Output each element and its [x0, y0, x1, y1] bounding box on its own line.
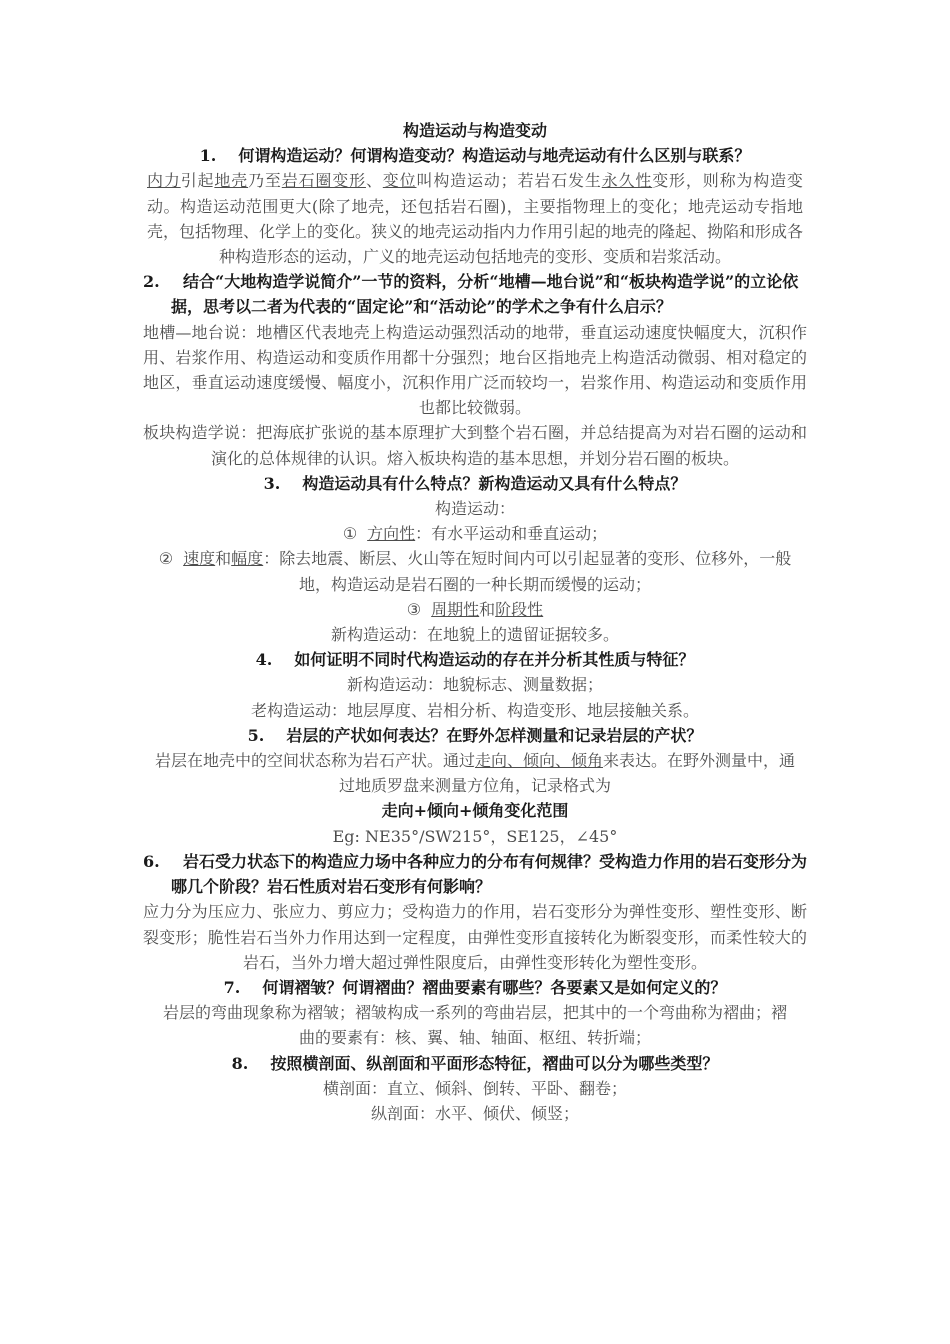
- question-number: 3.: [263, 473, 281, 493]
- answer-underlined-term: 地壳: [214, 171, 249, 191]
- question-number: 5.: [247, 725, 265, 745]
- question-number: 8.: [231, 1053, 249, 1073]
- answer-underlined-term: 永久性: [601, 171, 653, 191]
- question-number: 6.: [143, 851, 160, 871]
- answer-3-neotectonics: 新构造运动：在地貌上的遗留证据较多。: [330, 625, 619, 645]
- answer-3-item-1: [143, 521, 807, 546]
- question-6: [143, 849, 807, 899]
- question-4: [143, 647, 807, 672]
- answer-3-item-2: [143, 546, 807, 596]
- circled-number: ①: [342, 524, 358, 544]
- answer-text: 、: [365, 171, 383, 191]
- answer-underlined-term: 内力: [147, 171, 181, 191]
- question-text: 结合“大地构造学说简介”一节的资料，分析“地槽—地台说”和“板块构造学说”的立论依据，思考以二者为代表的“固定论”和“活动论”的学术之争有什么启示？: [171, 272, 799, 317]
- answer-text: 叫构造运动；若岩石发生: [416, 171, 602, 191]
- circled-number: ②: [158, 549, 174, 569]
- document-page: [143, 118, 807, 1126]
- question-3: [143, 471, 807, 496]
- answer-underlined-term: 速度: [183, 549, 216, 569]
- question-2: [143, 269, 807, 319]
- answer-text: 乃至: [248, 171, 282, 191]
- answer-text: ：有水平运动和垂直运动；: [415, 524, 608, 544]
- question-number: 4.: [255, 650, 273, 670]
- answer-5: [143, 748, 807, 798]
- document-title: 构造运动与构造变动: [402, 121, 547, 140]
- answer-underlined-term: 周期性: [431, 599, 480, 619]
- circled-number: ③: [406, 599, 422, 619]
- question-text: 如何证明不同时代构造运动的存在并分析其性质与特征？: [294, 650, 695, 670]
- answer-1: [143, 168, 807, 269]
- answer-2-geosyncline: 地槽—地台说：地槽区代表地壳上构造运动强烈活动的地带，垂直运动速度快幅度大，沉积作用、岩浆作用、构造运动和变质作用都十分强烈；地台区指地壳上构造活动微弱、相对稳定的地区，垂直运动速度缓慢、幅度小，沉积作用广泛而较均一，岩浆作用、构造运动和变质作用也都比较微弱。: [143, 322, 807, 418]
- answer-text: 引起: [180, 171, 215, 191]
- question-text: 按照横剖面、纵剖面和平面形态特征，褶曲可以分为哪些类型？: [270, 1053, 719, 1073]
- answer-4-new: 新构造运动：地貌标志、测量数据；: [346, 675, 603, 695]
- answer-3-item-3: [143, 597, 807, 622]
- question-text: 何谓构造运动？何谓构造变动？构造运动与地壳运动有什么区别与联系？: [238, 146, 751, 166]
- question-8: [143, 1051, 807, 1076]
- answer-5-formula: 走向+倾向+倾角变化范围: [381, 801, 569, 821]
- answer-underlined-term: 方向性: [367, 524, 416, 544]
- answer-underlined-term: 阶段性: [495, 599, 544, 619]
- answer-2-plate-tectonics: 板块构造学说：把海底扩张说的基本原理扩大到整个岩石圈，并总结提高为对岩石圈的运动和演化的总体规律的认识。熔入板块构造的基本思想，并划分岩石圈的板块。: [143, 423, 807, 468]
- answer-underlined-term: 岩石圈变形: [281, 171, 366, 191]
- question-5: [143, 723, 807, 748]
- answer-text: 来表达。在野外测量中，通过地质罗盘来测量方位角，记录格式为: [338, 751, 796, 796]
- answer-4-old: 老构造运动：地层厚度、岩相分析、构造变形、地层接触关系。: [250, 700, 699, 720]
- answer-3-heading: 构造运动：: [434, 499, 515, 519]
- question-text: 岩石受力状态下的构造应力场中各种应力的分布有何规律？受构造力作用的岩石变形分为哪几个阶段？岩石性质对岩石变形有何影响？: [171, 851, 808, 897]
- question-number: 2.: [143, 272, 160, 292]
- answer-text: 变形，则称为构造变动。构造运动范围更大(除了地壳，还包括岩石圈)，主要指物理上的变化；地壳运动专指地壳，包括物理、化学上的变化。狭义的地壳运动指内力作用引起的地壳的隆起、拗陷和形成各种构造形态的运动，广义的地壳运动包括地壳的变形、变质和岩浆活动。: [147, 171, 804, 267]
- question-number: 7.: [223, 977, 241, 997]
- answer-8-cross-section: 横剖面：直立、倾斜、倒转、平卧、翻卷；: [322, 1078, 627, 1098]
- question-text: 岩层的产状如何表达？在野外怎样测量和记录岩层的产状？: [286, 725, 703, 745]
- answer-text: 和: [215, 549, 232, 569]
- answer-6: 应力分为压应力、张应力、剪应力；受构造力的作用，岩石变形分为弹性变形、塑性变形、断裂变形；脆性岩石当外力作用达到一定程度，由弹性变形直接转化为断裂变形，而柔性较大的岩石，当外力增大超过弹性限度后，由弹性变形转化为塑性变形。: [143, 902, 807, 972]
- answer-text: ：除去地震、断层、火山等在短时间内可以引起显著的变形、位移外，一般地，构造运动是岩石圈的一种长期而缓慢的运动；: [263, 549, 792, 594]
- question-1: [143, 143, 807, 168]
- answer-8-longitudinal: 纵剖面：水平、倾伏、倾竖；: [370, 1103, 579, 1123]
- answer-7: 岩层的弯曲现象称为褶皱；褶皱构成一系列的弯曲岩层，把其中的一个弯曲称为褶曲；褶曲的要素有：核、翼、轴、轴面、枢纽、转折端；: [163, 1003, 788, 1048]
- answer-underlined-term: 幅度: [231, 549, 264, 569]
- question-number: 1.: [199, 146, 217, 166]
- question-text: 何谓褶皱？何谓褶曲？褶曲要素有哪些？各要素又是如何定义的？: [262, 977, 727, 997]
- answer-underlined-term: 变位: [382, 171, 417, 191]
- answer-text: 岩层在地壳中的空间状态称为岩石产状。通过: [154, 751, 475, 771]
- question-7: [143, 975, 807, 1000]
- answer-underlined-term: 走向、倾向、倾角: [474, 751, 603, 771]
- answer-5-example: Eg: NE35°/SW215°，SE125，∠45°: [332, 826, 618, 846]
- question-text: 构造运动具有什么特点？新构造运动又具有什么特点？: [302, 473, 687, 493]
- answer-text: 和: [479, 599, 496, 619]
